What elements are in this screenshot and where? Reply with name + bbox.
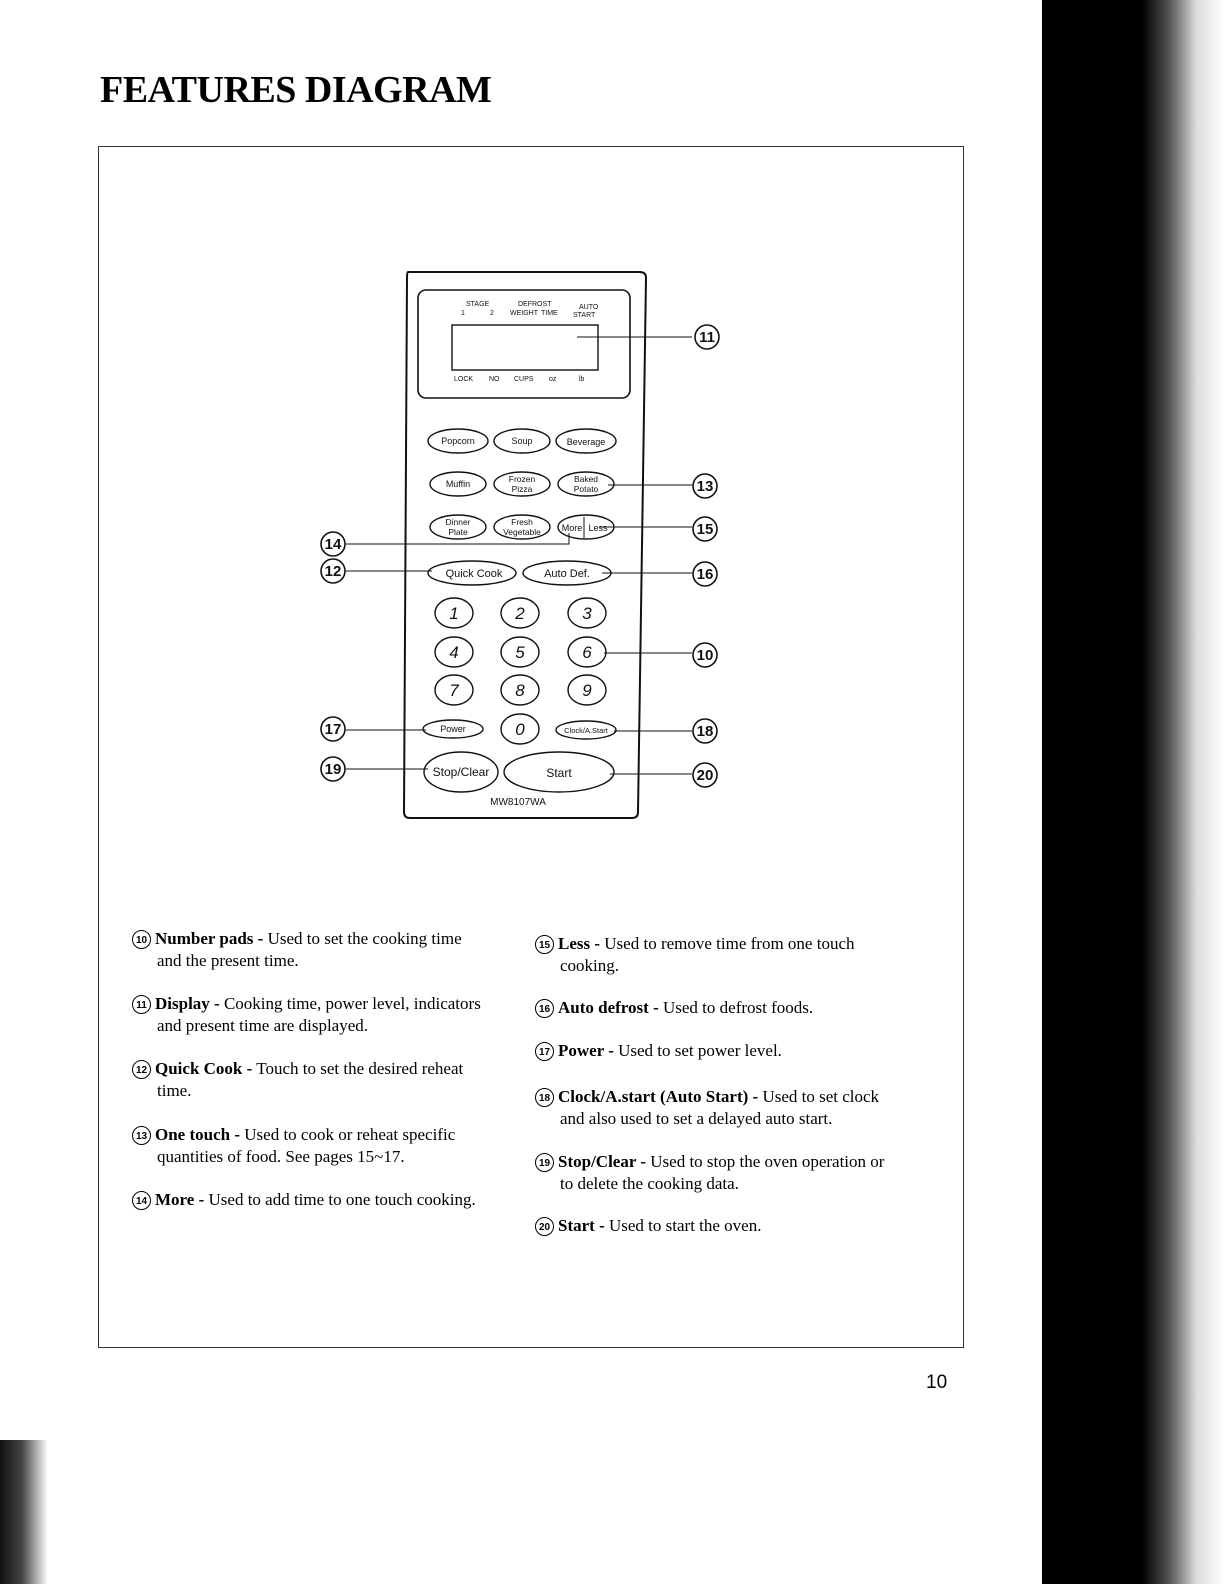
description-number: 12 xyxy=(132,1060,151,1079)
callout-12-label: 12 xyxy=(324,563,342,580)
display-label-lb: lb xyxy=(579,376,585,383)
description-10 xyxy=(132,928,512,972)
description-text: Used to set power level. xyxy=(618,1041,782,1060)
description-18 xyxy=(535,1086,935,1130)
stop-clear-button-label: Stop/Clear xyxy=(432,765,490,779)
popcorn-button-label: Popcorn xyxy=(441,436,475,446)
start-button-label: Start xyxy=(546,766,572,780)
callout-11-label: 11 xyxy=(699,329,715,346)
description-11 xyxy=(132,993,512,1037)
description-number: 11 xyxy=(132,995,151,1014)
description-text: Cooking time, power level, indicators xyxy=(223,994,481,1013)
description-number: 18 xyxy=(535,1088,554,1107)
description-text-cont: time. xyxy=(157,1081,192,1100)
display-label-stage-1: 1 xyxy=(461,310,465,317)
digit-2-label: 2 xyxy=(515,604,525,623)
description-text: Used to start the oven. xyxy=(608,1216,762,1235)
digit-9-label: 9 xyxy=(582,681,592,700)
description-text: Used to remove time from one touch xyxy=(604,934,855,953)
callout-20-label: 20 xyxy=(696,767,714,784)
digit-8-label: 8 xyxy=(515,681,525,700)
dinner-plate-label-2: Plate xyxy=(448,527,468,537)
description-term: Less - xyxy=(558,934,601,953)
description-number: 19 xyxy=(535,1153,554,1172)
display-label-oz: oz xyxy=(549,376,557,383)
beverage-button-label: Beverage xyxy=(566,437,606,447)
description-14 xyxy=(132,1189,532,1211)
display-label-weight: WEIGHT xyxy=(510,310,538,317)
page-number: 10 xyxy=(926,1372,948,1393)
description-text: Touch to set the desired reheat xyxy=(256,1059,464,1078)
description-text-cont: and also used to set a delayed auto start. xyxy=(560,1109,833,1128)
digit-1-label: 1 xyxy=(449,604,459,623)
description-text: Used to set clock xyxy=(762,1087,880,1106)
fresh-vegetable-label-2: Vegetable xyxy=(503,527,541,537)
description-number: 20 xyxy=(535,1217,554,1236)
callouts xyxy=(321,325,719,787)
callout-10-label: 10 xyxy=(696,647,714,664)
description-12 xyxy=(132,1058,512,1102)
display-label-start: START xyxy=(573,312,596,319)
power-button-label: Power xyxy=(440,724,466,734)
digit-3-label: 3 xyxy=(582,604,592,623)
callout-15-label: 15 xyxy=(696,521,714,538)
clock-button-label: Clock/A.Start xyxy=(564,726,608,735)
baked-potato-label-1: Baked xyxy=(573,474,599,484)
description-term: Number pads - xyxy=(155,929,264,948)
digit-4-label: 4 xyxy=(449,643,459,662)
description-text-cont: and the present time. xyxy=(157,951,299,970)
frozen-pizza-label-2: Pizza xyxy=(511,484,533,494)
digit-6-label: 6 xyxy=(582,643,592,662)
display-label-no: NO xyxy=(489,376,500,383)
description-17 xyxy=(535,1040,915,1062)
callout-17-label: 17 xyxy=(324,721,342,738)
description-term: Power - xyxy=(558,1041,614,1060)
soup-button-label: Soup xyxy=(511,436,533,446)
display-label-time: TIME xyxy=(541,310,558,317)
description-term: Quick Cook - xyxy=(155,1059,253,1078)
display-label-defrost: DEFROST xyxy=(518,301,552,308)
more-button-label: More xyxy=(561,523,583,533)
page-title: FEATURES DIAGRAM xyxy=(100,69,492,111)
description-text: Used to add time to one touch cooking. xyxy=(208,1190,476,1209)
description-number: 16 xyxy=(535,999,554,1018)
callout-13-label: 13 xyxy=(696,478,714,495)
description-term: Display - xyxy=(155,994,220,1013)
description-text-cont: to delete the cooking data. xyxy=(560,1174,739,1193)
description-13 xyxy=(132,1124,512,1168)
callout-16-label: 16 xyxy=(696,566,714,583)
description-text: Used to cook or reheat specific xyxy=(244,1125,456,1144)
model-number: MW8107WA xyxy=(490,797,546,808)
dinner-plate-label-1: Dinner xyxy=(445,517,471,527)
digit-5-label: 5 xyxy=(515,643,525,662)
display-screen xyxy=(452,325,598,370)
auto-def-button-label: Auto Def. xyxy=(544,568,590,580)
description-text-cont: quantities of food. See pages 15~17. xyxy=(157,1147,405,1166)
fresh-vegetable-label-1: Fresh xyxy=(511,517,533,527)
frozen-pizza-label-1: Frozen xyxy=(508,474,536,484)
baked-potato-label-2: Potato xyxy=(573,484,599,494)
description-19 xyxy=(535,1151,935,1195)
digit-0-label: 0 xyxy=(515,720,525,739)
description-number: 10 xyxy=(132,930,151,949)
description-number: 14 xyxy=(132,1191,151,1210)
callout-18-label: 18 xyxy=(696,723,714,740)
digit-7-label: 7 xyxy=(449,681,459,700)
less-button-label: Less xyxy=(588,523,608,533)
callout-14-label: 14 xyxy=(324,536,342,553)
description-text: Used to defrost foods. xyxy=(662,998,814,1017)
display-label-lock: LOCK xyxy=(454,376,474,383)
description-text-cont: and present time are displayed. xyxy=(157,1016,369,1035)
display-label-stage: STAGE xyxy=(466,301,490,308)
display-label-stage-2: 2 xyxy=(490,310,494,317)
quick-cook-button-label: Quick Cook xyxy=(445,568,503,580)
description-term: Clock/A.start (Auto Start) - xyxy=(558,1087,759,1106)
display-label-cups: CUPS xyxy=(514,376,534,383)
description-15 xyxy=(535,933,915,977)
description-term: Auto defrost - xyxy=(558,998,659,1017)
description-20 xyxy=(535,1215,915,1237)
description-text-cont: cooking. xyxy=(560,956,620,975)
description-term: More - xyxy=(155,1190,205,1209)
callout-19-label: 19 xyxy=(324,761,342,778)
description-number: 13 xyxy=(132,1126,151,1145)
description-term: Start - xyxy=(558,1216,605,1235)
muffin-button-label: Muffin xyxy=(445,479,471,489)
number-pads xyxy=(435,598,606,744)
description-number: 17 xyxy=(535,1042,554,1061)
description-term: One touch - xyxy=(155,1125,240,1144)
description-text: Used to set the cooking time xyxy=(267,929,462,948)
description-term: Stop/Clear - xyxy=(558,1152,646,1171)
description-number: 15 xyxy=(535,935,554,954)
description-text: Used to stop the oven operation or xyxy=(650,1152,885,1171)
display-label-auto: AUTO xyxy=(579,304,599,311)
description-16 xyxy=(535,997,915,1019)
